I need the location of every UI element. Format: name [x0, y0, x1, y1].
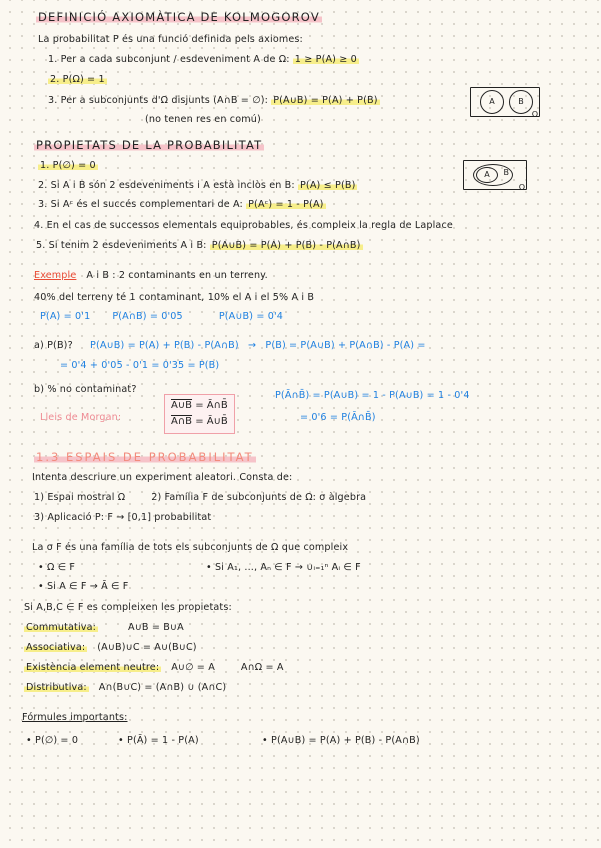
- venn-circle-a-inner: A: [476, 167, 498, 183]
- venn-disjoint: [470, 87, 540, 117]
- kolmogorov-intro: La probabilitat P és una funció definida pels axiomes:: [38, 34, 303, 45]
- property-4: 4. En el cas de successos elementals equiprobables, és compleix la regla de Laplace: [34, 220, 453, 231]
- venn-circle-b: B: [509, 90, 533, 114]
- venn-b-label: B: [503, 168, 509, 177]
- espais-intro: Intenta descriure un experiment aleatori. Consta de:: [32, 472, 293, 483]
- familia-subconjunts: 2) Família F de subconjunts de Ω: σ àlgebra: [151, 492, 367, 503]
- prop-neutral: Existència element neutre: A∪∅ = A A∩Ω = A: [26, 662, 284, 673]
- formula-complement: • P(Ā) = 1 - P(A): [118, 735, 199, 746]
- axiom-3: 3. Per a subconjunts d'Ω disjunts (A∩B = ∅): P(A∪B) = P(A) + P(B): [48, 95, 378, 106]
- question-b-formula: P(Ā∩B̄) = P(A∪B) = 1 - P(A∪B) = 1 - 0'4: [275, 390, 470, 401]
- axiom-3-note: (no tenen res en comú): [145, 114, 261, 125]
- section-title-kolmogorov: DEFINICIÓ AXIOMÀTICA DE KOLMOGOROV: [38, 10, 320, 24]
- formula-union: • P(A∪B) = P(A) + P(B) - P(A∩B): [262, 735, 420, 746]
- axiom-1-formula: 1 ≥ P(A) ≥ 0: [294, 54, 357, 65]
- morgan-law-2: A∩B = Ā∪B̄: [171, 416, 228, 427]
- espai-mostral: 1) Espai mostral Ω: [34, 492, 126, 503]
- venn-inclusion: [463, 160, 527, 190]
- question-b-result: = 0'6 = P(Ā∩B̄): [300, 412, 376, 423]
- axiom-1: 1. Per a cada subconjunt / esdeveniment A de Ω: 1 ≥ P(A) ≥ 0: [48, 54, 357, 65]
- example-line-1: 40% del terreny té 1 contaminant, 10% el A i el 5% A i B: [34, 292, 315, 303]
- formulas-title: Fórmules importants:: [22, 712, 128, 723]
- venn-omega-label: Ω: [531, 110, 538, 119]
- section-title-espais: 1.3 ESPAIS DE PROBABILITAT: [36, 450, 254, 464]
- question-a-result: = 0'4 + 0'05 - 0'1 = 0'35 = P(B): [60, 360, 220, 371]
- axiom-3-formula: P(A∪B) = P(A) + P(B): [273, 95, 378, 106]
- property-5: 5. Si tenim 2 esdeveniments A i B: P(A∪B) = P(A) + P(B) - P(A∩B): [36, 240, 361, 251]
- sigma-family-def: La σ F és una família de tots els subconjunts de Ω que compleix: [32, 542, 349, 553]
- section-title-propietats: PROPIETATS DE LA PROBABILITAT: [36, 138, 263, 152]
- axiom-2: 2. P(Ω) = 1: [50, 74, 105, 85]
- props-intro: Si A,B,C ∈ F es compleixen les propietats:: [24, 602, 232, 613]
- property-3: 3. Si Aᶜ és el succés complementari de A: P(Aᶜ) = 1 - P(A): [38, 199, 324, 210]
- property-1: 1. P(∅) = 0: [40, 160, 96, 171]
- morgan-laws-box: [164, 394, 235, 434]
- sigma-cond-3: • Si A ∈ F → Ā ∈ F: [38, 581, 129, 592]
- formula-empty-set: • P(∅) = 0: [26, 735, 79, 746]
- sigma-cond-2: • Si A₁, ..., Aₙ ∈ F → ∪ᵢ₌₁ⁿ Aᵢ ∈ F: [206, 562, 361, 573]
- example-header: Exemple A i B : 2 contaminants en un terreny.: [34, 270, 268, 281]
- venn-omega-label: Ω: [518, 183, 525, 192]
- example-label: Exemple: [34, 270, 77, 281]
- morgan-law-1: A∪B = Ā∩B̄: [171, 400, 228, 411]
- property-2: 2. Si A i B són 2 esdeveniments i A està inclòs en B: P(A) ≤ P(B): [38, 180, 356, 191]
- question-b: b) % no contaminat?: [34, 384, 137, 395]
- prop-commutative: Commutativa: A∪B = B∪A: [26, 622, 184, 633]
- venn-circle-a: A: [480, 90, 504, 114]
- question-a: a) P(B)? P(A∪B) = P(A) + P(B) - P(A∩B) → P(B) = P(A∪B) + P(A∩B) - P(A) =: [34, 340, 426, 351]
- prop-associative: Associativa: (A∪B)∪C = A∪(B∪C): [26, 642, 197, 653]
- morgan-label: Lleis de Morgan:: [40, 412, 122, 423]
- espais-items-row: [34, 492, 366, 503]
- prop-distributive: Distributiva: A∩(B∪C) = (A∩B) ∪ (A∩C): [26, 682, 227, 693]
- example-given: P(A) = 0'1 P(A∩B) = 0'05 P(A∪B) = 0'4: [40, 311, 284, 322]
- venn-circle-b-outer: [473, 164, 513, 186]
- aplicacio-probabilitat: 3) Aplicació P: F → [0,1] probabilitat: [34, 512, 212, 523]
- sigma-cond-1: • Ω ∈ F: [38, 562, 76, 573]
